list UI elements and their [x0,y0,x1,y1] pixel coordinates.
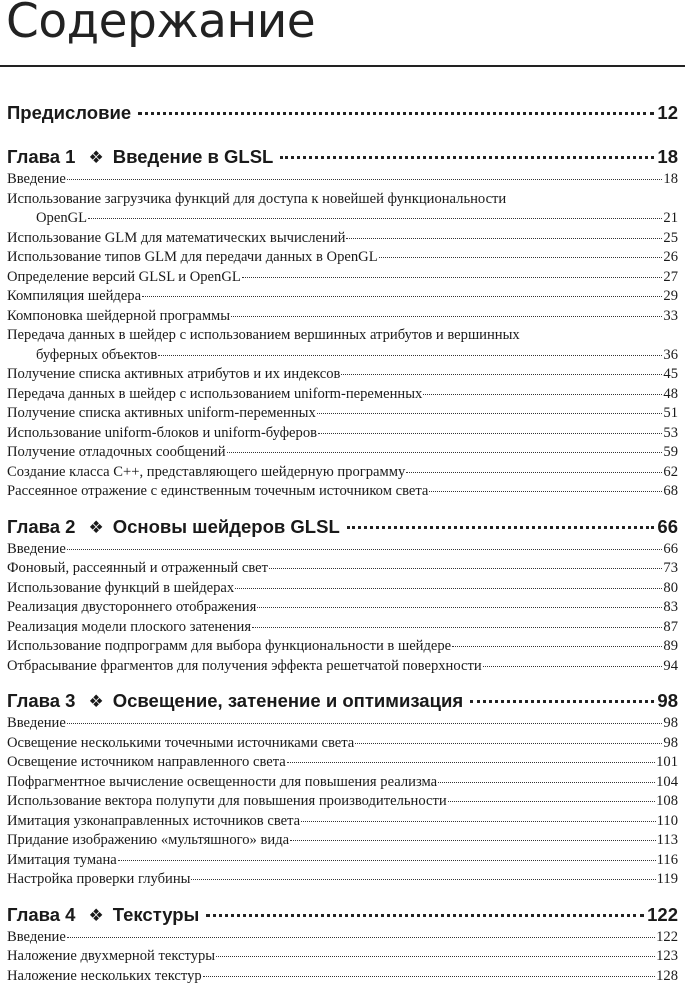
chapter-heading[interactable] [7,902,678,928]
entry-title: Введение [7,928,66,945]
entry-title: Пофрагментное вычисление освещенности для повышения реализма [7,773,438,790]
chapter-label: Глава 1 [7,146,76,167]
entry-title: Передача данных в шейдер с использованием uniform-переменных [7,385,423,402]
entry-page: 119 [656,871,678,887]
entry-title: Имитация узконаправленных источников света [7,812,301,829]
toc-entry[interactable] [7,618,678,638]
chapter-page: 98 [657,690,678,711]
chapter-label: Глава 2 [7,515,76,537]
chapter-heading[interactable] [7,144,678,170]
toc-entry[interactable] [7,268,678,288]
diamond-ornament-icon: ❖ [88,905,104,925]
leader-dots [257,607,662,608]
toc-entry[interactable] [7,851,678,871]
entry-page: 48 [663,385,678,402]
entry-title: Получение списка активных uniform-переменных [7,405,316,421]
entry-page: 113 [656,832,678,848]
toc-entry[interactable] [7,967,678,987]
leader-dots [423,394,662,395]
leader-dots [118,860,656,861]
entry-title: Наложение нескольких текстур [7,967,202,984]
entry-title: Использование функций в шейдерах [7,579,235,596]
entry-page: 89 [663,638,678,654]
chapter-section [7,902,678,987]
toc-entry[interactable] [7,190,678,229]
entry-title: Получение отладочных сообщений [7,444,226,460]
title-rule [0,65,685,67]
entry-title: Отбрасывание фрагментов для получения эффекта решетчатой поверхности [7,657,482,674]
entry-page: 27 [663,268,678,285]
entry-page: 59 [663,444,678,460]
entry-page: 25 [663,229,678,246]
entry-page: 94 [663,657,678,674]
chapter-page: 18 [657,146,678,167]
entry-page: 66 [663,540,678,557]
toc-entry[interactable] [7,559,678,579]
leader-dots [290,840,656,841]
toc-entry[interactable] [7,812,678,832]
entry-title-continued-line [7,209,678,229]
leader-dots [158,355,662,356]
toc-entry[interactable] [7,170,678,190]
toc-entry[interactable] [7,540,678,560]
entry-title: Введение [7,171,66,187]
chapter-section [7,144,678,502]
chapter-section [7,514,678,677]
leader-dots [203,976,655,977]
leader-dots [301,821,655,822]
leader-dots [448,801,655,802]
entry-title: Введение [7,540,66,557]
toc-entry[interactable] [7,831,678,851]
toc-entry[interactable] [7,734,678,754]
leader-dots [346,238,662,239]
leader-dots [231,316,662,317]
entry-page: 108 [656,793,678,809]
entry-page: 104 [656,773,678,790]
toc-entry[interactable] [7,792,678,812]
leader-dots [347,526,655,529]
entry-title: Компиляция шейдера [7,288,142,304]
leader-dots [406,472,662,473]
toc-entry[interactable] [7,326,678,365]
chapter-label: Глава 3 [7,690,76,711]
leader-dots [483,666,663,667]
entry-title: Компоновка шейдерной программы [7,307,231,324]
entry-title: Использование GLM для математических вычислений [7,229,346,246]
entry-title: Использование вектора полупути для повышения производительности [7,793,447,809]
entry-page: 53 [663,424,678,441]
entry-title: Наложение двухмерной текстуры [7,948,216,964]
entry-title: Получение списка активных атрибутов и их индексов [7,366,341,382]
toc-entry[interactable] [7,928,678,948]
toc-entry[interactable] [7,385,678,405]
toc-entry[interactable] [7,287,678,307]
toc-entry[interactable] [7,229,678,249]
diamond-ornament-icon: ❖ [88,692,104,711]
entry-title: Реализация двустороннего отображения [7,599,257,615]
leader-dots [287,762,655,763]
entry-page: 36 [663,346,678,363]
leader-dots [355,743,662,744]
chapter-section [7,688,678,890]
entry-title: Использование типов GLM для передачи данных в OpenGL [7,249,378,265]
entry-title: Освещение источником направленного света [7,754,286,770]
entry-page: 62 [663,463,678,480]
leader-dots [252,627,662,628]
leader-dots [235,588,662,589]
chapter-title: Освещение, затенение и оптимизация [112,690,464,711]
toc-entry[interactable] [7,598,678,618]
entry-page: 26 [663,249,678,265]
entry-title: Фоновый, рассеянный и отраженный свет [7,560,268,576]
entry-title: Имитация тумана [7,851,117,868]
chapter-title: Основы шейдеров GLSL [112,515,340,537]
entry-title: Придание изображению «мультяшного» вида [7,832,290,848]
chapter-heading[interactable] [7,688,678,714]
toc-entry[interactable] [7,579,678,599]
entry-page: 83 [663,599,678,615]
leader-dots [341,374,662,375]
leader-dots [191,879,655,880]
entry-title: Определение версий GLSL и OpenGL [7,268,241,285]
toc-entry[interactable] [7,637,678,657]
leader-dots [67,937,655,938]
entry-page: 101 [656,754,678,770]
entry-page: 18 [663,171,678,187]
entry-title: Передача данных в шейдер с использованием вершинных атрибутов и вершинных [7,327,520,343]
leader-dots [138,112,654,115]
page-title: Содержание [6,0,316,49]
entry-page: 98 [663,715,678,731]
entry-title-continued: OpenGL [36,210,88,226]
chapter-label: Глава 4 [7,903,76,925]
toc-entry[interactable] [7,482,678,502]
entry-page: 80 [663,579,678,596]
entry-title: Освещение несколькими точечными источниками света [7,734,355,751]
entry-page: 128 [656,967,678,984]
toc-entry[interactable] [7,463,678,483]
leader-dots [67,179,663,180]
entry-page: 21 [663,210,678,226]
entry-title: Использование подпрограмм для выбора функциональности в шейдере [7,638,452,654]
entry-title-continued-line [7,346,678,366]
toc-entry[interactable] [7,307,678,327]
entry-title: Создание класса C++, представляющего шейдерную программу [7,463,406,480]
toc-entry[interactable] [7,404,678,424]
toc-entry[interactable] [7,424,678,444]
chapter-page: 122 [647,903,678,925]
toc-entry[interactable] [7,773,678,793]
toc-entry[interactable] [7,365,678,385]
chapter-title: Введение в GLSL [112,146,274,167]
toc-entry[interactable] [7,443,678,463]
entry-title: Введение [7,715,66,731]
leader-dots [379,257,663,258]
chapter-heading[interactable] [7,514,678,540]
leader-dots [142,296,662,297]
preface-page: 12 [657,102,678,123]
leader-dots [452,646,662,647]
leader-dots [206,914,644,917]
entry-page: 73 [663,560,678,576]
leader-dots [318,433,662,434]
entry-title-continued: буферных объектов [36,346,158,363]
leader-dots [216,956,655,957]
chapters-list [7,144,678,986]
toc-entry[interactable] [7,947,678,967]
entry-title: Реализация модели плоского затенения [7,618,252,635]
leader-dots [317,413,663,414]
entry-page: 29 [663,288,678,304]
diamond-ornament-icon: ❖ [88,517,104,537]
preface-title: Предисловие [7,102,132,123]
leader-dots [269,568,662,569]
leader-dots [242,277,663,278]
leader-dots [470,700,654,703]
entry-page: 110 [656,812,678,829]
toc-entry[interactable] [7,248,678,268]
leader-dots [227,452,663,453]
leader-dots [67,549,663,550]
entry-title: Рассеянное отражение с единственным точечным источником света [7,483,429,499]
entry-title: Настройка проверки глубины [7,871,191,887]
leader-dots [438,782,655,783]
entry-page: 51 [663,405,678,421]
entry-title: Использование uniform-блоков и uniform-буферов [7,424,318,441]
entry-page: 116 [656,851,678,868]
preface-heading[interactable] [7,100,678,126]
toc-entry[interactable] [7,657,678,677]
table-of-contents [7,100,678,986]
entry-page: 33 [663,307,678,324]
entry-page: 122 [656,928,678,945]
diamond-ornament-icon: ❖ [88,148,104,167]
leader-dots [88,218,662,219]
entry-page: 45 [663,366,678,382]
entry-page: 87 [663,618,678,635]
leader-dots [67,723,663,724]
chapter-page: 66 [657,515,678,537]
toc-entry[interactable] [7,870,678,890]
toc-entry[interactable] [7,753,678,773]
chapter-title: Текстуры [112,903,200,925]
entry-page: 98 [663,734,678,751]
entry-page: 68 [663,483,678,499]
leader-dots [280,156,654,159]
leader-dots [429,491,662,492]
entry-title: Использование загрузчика функций для доступа к новейшей функциональности [7,190,507,207]
entry-page: 123 [656,948,678,964]
toc-entry[interactable] [7,714,678,734]
